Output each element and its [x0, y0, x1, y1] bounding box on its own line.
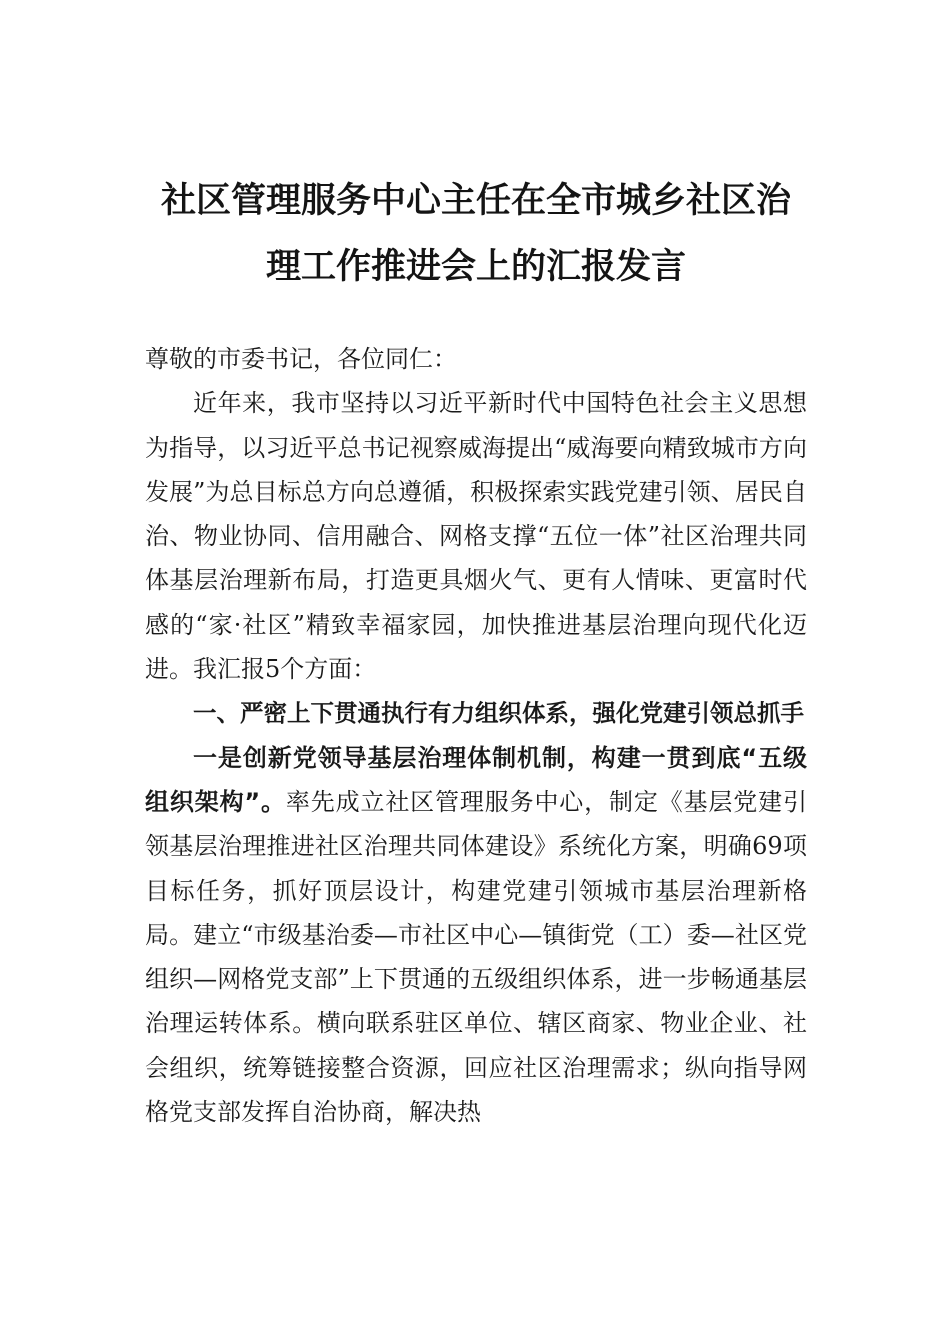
document-page: [145, 0, 807, 1344]
title-line-2: 理工作推进会上的汇报发言: [265, 247, 686, 287]
title-line-1: 社区管理服务中心主任在全市城乡社区治: [160, 181, 791, 221]
point-1-lead: 一是创新党领导基层治理体制机制，构建一贯到底“五级组织架构”。: [145, 743, 807, 816]
document-title: [135, 168, 817, 300]
section-1-heading: 一、严密上下贯通执行有力组织体系，强化党建引领总抓手: [193, 699, 804, 728]
salutation: 尊敬的市委书记，各位同仁：: [145, 345, 457, 373]
document-body: [145, 337, 807, 1134]
intro-paragraph: 近年来，我市坚持以习近平新时代中国特色社会主义思想为指导，以习近平总书记视察威海提出“威海要向精致城市方向发展”为总目标总方向总遵循，积极探索实践党建引领、居民自治、物业协同、信用融合、网格支撑“五位一体”社区治理共同体基层治理新布局，打造更具烟火气、更有人情味、更富时代感的“家·社区”精致幸福家园，加快推进基层治理向现代化迈进。我汇报5个方面：: [145, 389, 807, 684]
section-1-point-1: [145, 736, 807, 1135]
point-1-body: 率先成立社区管理服务中心，制定《基层党建引领基层治理推进社区治理共同体建设》系统化方案，明确69项目标任务，抓好顶层设计，构建党建引领城市基层治理新格局。建立“市级基治委—市社区中心—镇街党（工）委—社区党组织—网格党支部”上下贯通的五级组织体系，进一步畅通基层治理运转体系。横向联系驻区单位、辖区商家、物业企业、社会组织，统筹链接整合资源，回应社区治理需求；纵向指导网格党支部发挥自治协商，解决热: [145, 787, 807, 1127]
